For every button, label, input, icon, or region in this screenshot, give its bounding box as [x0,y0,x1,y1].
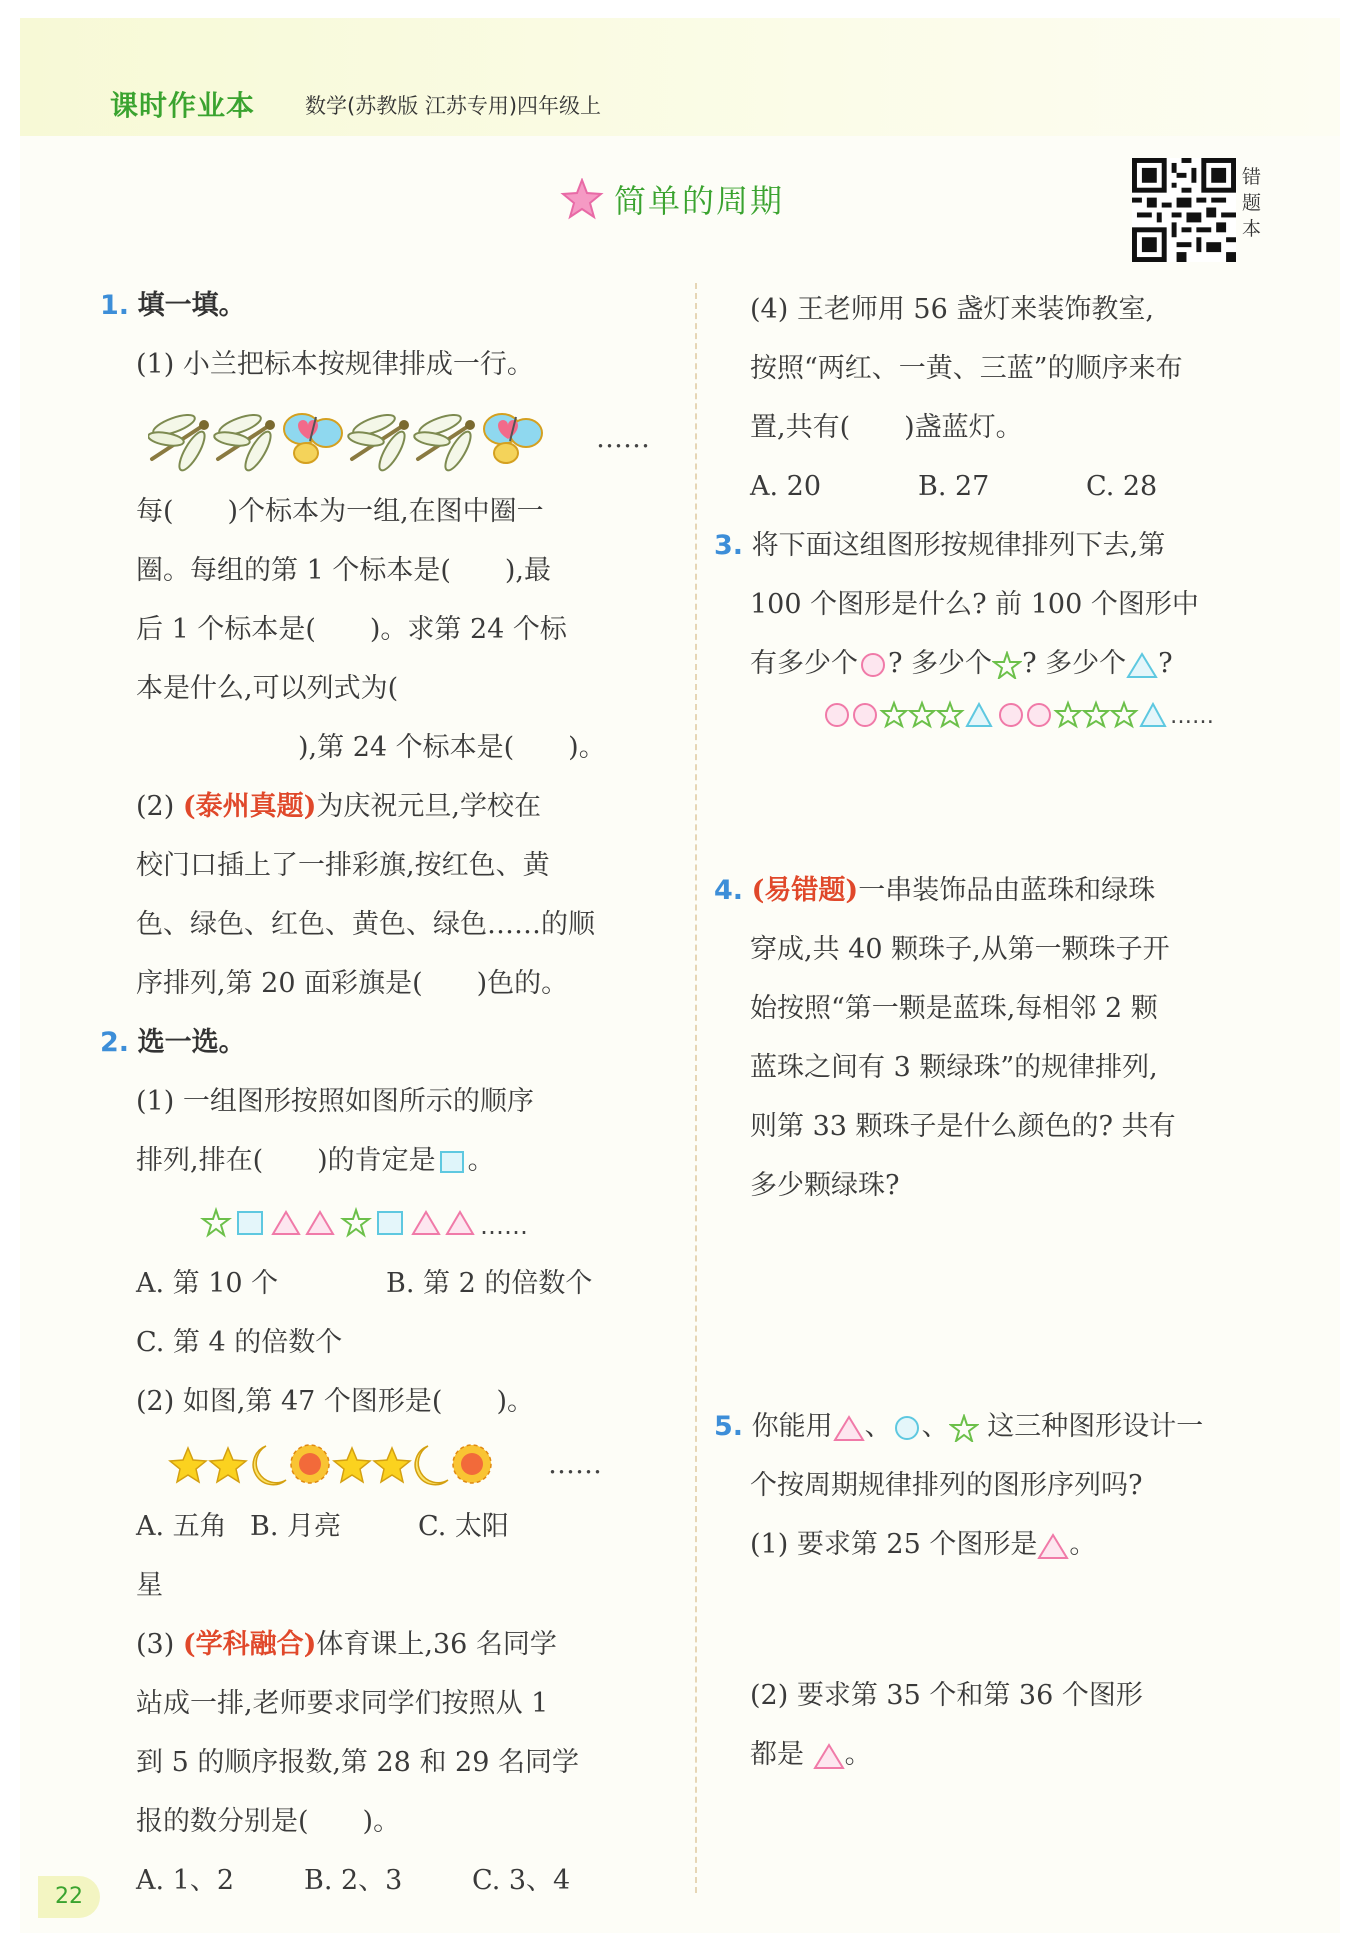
option-a[interactable]: A. 20 [750,471,822,502]
q3-text: ? 多少个 [888,648,993,679]
q5-part2-text: 都是 [750,1739,804,1770]
source-tag: (学科融合) [182,1629,317,1660]
q2-part3-index: (3) [136,1629,175,1660]
q2-part1-line: (1) 一组图形按照如图所示的顺序 [136,1086,534,1117]
option-b[interactable]: B. 月亮 [250,1511,342,1542]
q5-text: 这三种图形设计一 [987,1411,1204,1442]
q4-line: 蓝珠之间有 3 颗绿珠”的规律排列, [750,1052,1158,1083]
option-c[interactable]: C. 第 4 的倍数个 [136,1327,343,1358]
q2-part3-line: 报的数分别是( )。 [136,1806,401,1837]
q3-text: 有多少个 [750,648,858,679]
q5-line: 个按周期规律排列的图形序列吗? [750,1470,1143,1501]
left-column [100,276,680,1910]
source-tag: (易错题) [751,875,859,906]
q1-title: 填一填。 [137,290,246,321]
q5-number: 5. [714,1411,744,1442]
q5-part2-line: (2) 要求第 35 个和第 36 个图形 [750,1680,1143,1711]
q2-heading [100,1013,680,1072]
option-a[interactable]: A. 第 10 个 [136,1268,279,1299]
q2-part1-options [100,1254,680,1313]
q3-text: 将下面这组图形按规律排列下去,第 [751,530,1166,561]
q2-part4-line: 置,共有( )盏蓝灯。 [750,412,1023,443]
q2-part3-line: 站成一排,老师要求同学们按照从 1 [136,1688,549,1719]
q1-part1-line: 后 1 个标本是( )。求第 24 个标 [136,614,567,645]
q5-text: 你能用 [751,1411,833,1442]
q5-part1-line [714,1515,1314,1574]
q2-part1-text: 排列,排在( )的肯定是 [136,1145,436,1176]
qr-label-char: 题 [1242,192,1262,214]
option-a[interactable]: A. 1、2 [136,1865,235,1896]
option-b[interactable]: B. 第 2 的倍数个 [386,1268,593,1299]
ellipsis: …… [1170,704,1214,729]
source-tag: (泰州真题) [182,791,317,822]
q4-line: 穿成,共 40 颗珠子,从第一颗珠子开 [750,934,1170,965]
q5-answer-space [714,1574,1314,1666]
q1-part1-line: 每( )个标本为一组,在图中圈一 [136,496,544,527]
q2-part2-prompt: (2) 如图,第 47 个图形是( )。 [136,1386,534,1417]
q2-title: 选一选。 [137,1027,246,1058]
q1-part1-line: 圈。每组的第 1 个标本是( ),最 [136,555,551,586]
q2-part2-options [100,1497,680,1615]
q4-line: 多少颗绿珠? [750,1170,900,1201]
q2-part4-line: (4) 王老师用 56 盏灯来装饰教室, [750,294,1154,325]
period: 。 [1069,1529,1097,1560]
q2-part4-line: 按照“两红、一黄、三蓝”的顺序来布 [750,353,1183,384]
q1-number: 1. [100,290,130,321]
q1-part2-line [100,777,680,836]
q5-line [714,1397,1314,1456]
q2-number: 2. [100,1027,130,1058]
q1-part1-prompt: (1) 小兰把标本按规律排成一行。 [136,349,534,380]
square-icon [438,1148,466,1176]
q1-part1-line: 本是什么,可以列式为( [136,673,399,704]
q2-part3-line: 到 5 的顺序报数,第 28 和 29 名同学 [136,1747,579,1778]
q3-line: 100 个图形是什么? 前 100 个图形中 [750,589,1199,620]
q5-part2-line [714,1725,1314,1784]
circle-icon [892,1414,922,1442]
book-info: 数学(苏教版 江苏专用)四年级上 [305,94,602,118]
ellipsis: …… [596,422,650,454]
right-column [714,280,1314,1784]
ellipsis: …… [548,1448,602,1480]
period: 。 [844,1739,872,1770]
q2-part4-options [714,457,1314,516]
specimen-sequence [100,394,680,482]
triangle-icon [833,1414,865,1442]
separator: 、 [864,1411,892,1442]
q3-line [714,516,1314,575]
lesson-title: 简单的周期 [614,182,785,220]
qr-label-char: 错 [1242,166,1262,188]
q2-part3-text: 体育课上,36 名同学 [316,1629,557,1660]
lesson-title-wrap [560,176,784,222]
star-icon [560,178,604,220]
option-b[interactable]: B. 27 [918,471,990,502]
q4-line [714,861,1314,920]
q1-heading [100,276,680,335]
celestial-figure [168,1438,548,1490]
q2-part3-line [100,1615,680,1674]
page-number: 22 [38,1876,100,1918]
shape-sequence [100,1190,680,1254]
q1-part2-line: 序排列,第 20 面彩旗是( )色的。 [136,968,569,999]
shape-sequence-figure [200,1202,540,1242]
column-divider [695,283,697,1893]
q1-part2-line: 色、绿色、红色、黄色、绿色……的顺 [136,909,595,940]
triangle-icon [1126,651,1158,679]
circle-icon [858,651,888,679]
q3-text: ? 多少个 [1022,648,1127,679]
q1-part2-text: 为庆祝元旦,学校在 [316,791,541,822]
specimen-figure [148,403,588,473]
circle-star-triangle-sequence [714,693,1314,737]
separator: 、 [921,1411,949,1442]
q3-line [714,634,1314,693]
qr-label-char: 本 [1242,218,1262,240]
q4-line: 则第 33 颗珠子是什么颜色的? 共有 [750,1111,1176,1142]
q4-text: 一串装饰品由蓝珠和绿珠 [858,875,1156,906]
brand-title: 课时作业本 [110,89,256,122]
period: 。 [467,1145,495,1176]
page [20,18,1340,1933]
option-b[interactable]: B. 2、3 [304,1865,403,1896]
qr-label [1242,164,1272,242]
q1-part2-line: 校门口插上了一排彩旗,按红色、黄 [136,850,550,881]
q3-text: ? [1158,648,1173,679]
option-c[interactable]: C. 3、4 [472,1865,571,1896]
q5-part1-text: (1) 要求第 25 个图形是 [750,1529,1038,1560]
option-c[interactable]: C. 太阳 [418,1511,509,1542]
star-outline-icon [949,1414,979,1442]
celestial-sequence [100,1431,680,1497]
q2-part3-options [100,1851,680,1910]
option-a[interactable]: A. 五角星 [136,1511,227,1601]
triangle-icon [813,1742,845,1770]
option-c[interactable]: C. 28 [1086,471,1158,502]
q3-sequence-figure [824,699,1224,731]
triangle-icon [1037,1532,1069,1560]
q4-line: 始按照“第一颗是蓝珠,每相邻 2 颗 [750,993,1158,1024]
ellipsis: …… [480,1212,528,1240]
q3-number: 3. [714,530,744,561]
q2-part1-line [100,1131,680,1190]
q1-part2-index: (2) [136,791,175,822]
q4-answer-space [714,1215,1314,1397]
q4-number: 4. [714,875,744,906]
q3-answer-space [714,737,1314,861]
q1-part1-line: ),第 24 个标本是( )。 [136,732,606,763]
qr-code-icon[interactable] [1132,158,1236,262]
star-outline-icon [992,651,1022,679]
